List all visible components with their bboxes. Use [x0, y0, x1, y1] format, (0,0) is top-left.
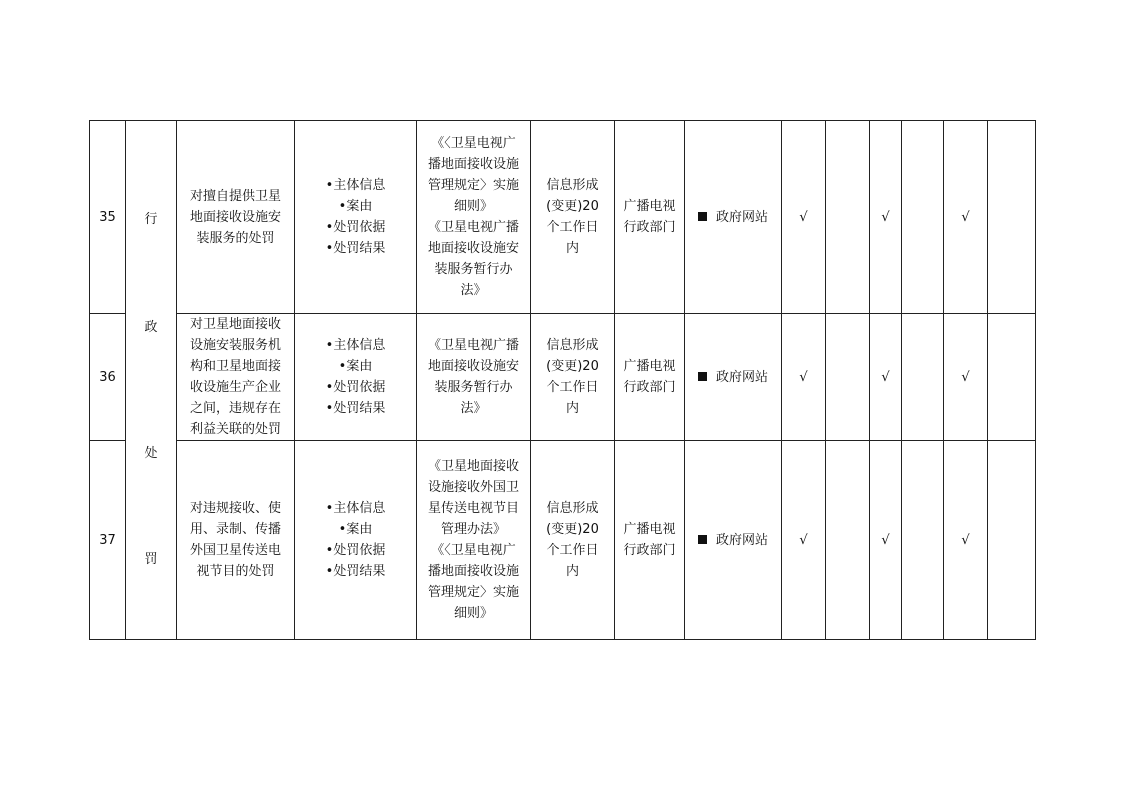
- basis-cell: [417, 441, 531, 640]
- item-name: 对违规接收、使 用、录制、传播 外国卫星传送电 视节目的处罚: [189, 501, 281, 579]
- mark-cell: √: [870, 121, 902, 314]
- dept-cell: [615, 441, 685, 640]
- filled-square-icon: [698, 372, 707, 381]
- item-name-cell: [177, 121, 295, 314]
- table-row: [90, 314, 1036, 441]
- mark-cell: √: [870, 314, 902, 441]
- filled-square-icon: [698, 212, 707, 221]
- content-cell: [295, 441, 417, 640]
- mark-cell: √: [870, 441, 902, 640]
- channel-cell: [685, 314, 782, 441]
- item-name: 对擅自提供卫星 地面接收设施安 装服务的处罚: [189, 188, 281, 246]
- mark-cell: [826, 441, 870, 640]
- legal-basis: 《卫星地面接收 设施接收外国卫 星传送电视节目 管理办法》 《〈卫星电视广 播地面接收设施 管理规定〉实施 细则》: [427, 459, 519, 621]
- mark-cell: √: [944, 314, 988, 441]
- responsible-dept: 广播电视 行政部门: [623, 359, 676, 395]
- mark-cell: √: [944, 441, 988, 640]
- disclosure-table: [89, 120, 1036, 640]
- channel-cell: [685, 121, 782, 314]
- mark-cell: [826, 314, 870, 441]
- basis-cell: [417, 121, 531, 314]
- mark-cell: [902, 121, 944, 314]
- disclosure-content: •主体信息 •案由 •处罚依据 •处罚结果: [325, 178, 386, 256]
- category-char: 政: [144, 320, 158, 335]
- channel-cell: [685, 441, 782, 640]
- dept-cell: [615, 314, 685, 441]
- content-cell: [295, 121, 417, 314]
- channel-label: 政府网站: [715, 532, 768, 548]
- category-char: 罚: [144, 552, 158, 567]
- category-char: 行: [144, 212, 158, 227]
- mark-cell: [988, 441, 1036, 640]
- disclosure-content: •主体信息 •案由 •处罚依据 •处罚结果: [325, 338, 386, 416]
- row-number: 36: [90, 314, 126, 441]
- item-name-cell: [177, 314, 295, 441]
- mark-cell: √: [944, 121, 988, 314]
- disclosure-time: 信息形成 (变更)20 个工作日 内: [546, 178, 599, 256]
- mark-cell: [902, 441, 944, 640]
- disclosure-time: 信息形成 (变更)20 个工作日 内: [546, 501, 599, 579]
- time-cell: [531, 314, 615, 441]
- content-cell: [295, 314, 417, 441]
- filled-square-icon: [698, 535, 707, 544]
- responsible-dept: 广播电视 行政部门: [623, 522, 676, 558]
- responsible-dept: 广播电视 行政部门: [623, 199, 676, 235]
- disclosure-time: 信息形成 (变更)20 个工作日 内: [546, 338, 599, 416]
- dept-cell: [615, 121, 685, 314]
- item-name: 对卫星地面接收 设施安装服务机 构和卫星地面接 收设施生产企业 之间，违规存在 利益关联的处罚: [189, 317, 281, 437]
- time-cell: [531, 441, 615, 640]
- row-number: 35: [90, 121, 126, 314]
- category-cell: [126, 121, 177, 640]
- mark-cell: [988, 121, 1036, 314]
- time-cell: [531, 121, 615, 314]
- table-row: [90, 121, 1036, 314]
- mark-cell: [826, 121, 870, 314]
- legal-basis: 《卫星电视广播 地面接收设施安 装服务暂行办 法》: [427, 338, 519, 416]
- item-name-cell: [177, 441, 295, 640]
- category-char: 处: [144, 446, 158, 461]
- table-row: [90, 441, 1036, 640]
- mark-cell: √: [782, 441, 826, 640]
- basis-cell: [417, 314, 531, 441]
- mark-cell: [988, 314, 1036, 441]
- channel-label: 政府网站: [715, 209, 768, 225]
- mark-cell: [902, 314, 944, 441]
- channel-label: 政府网站: [715, 369, 768, 385]
- mark-cell: √: [782, 121, 826, 314]
- mark-cell: √: [782, 314, 826, 441]
- legal-basis: 《〈卫星电视广 播地面接收设施 管理规定〉实施 细则》 《卫星电视广播 地面接收设施安 装服务暂行办 法》: [427, 136, 519, 298]
- row-number: 37: [90, 441, 126, 640]
- disclosure-content: •主体信息 •案由 •处罚依据 •处罚结果: [325, 501, 386, 579]
